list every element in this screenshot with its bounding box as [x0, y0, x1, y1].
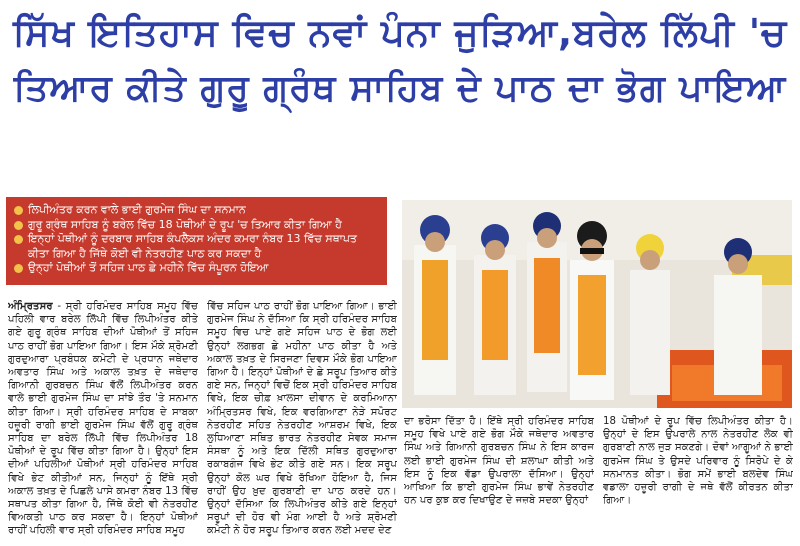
highlight-item [14, 232, 381, 261]
bullet-icon [14, 206, 23, 215]
dateline: ਅੰਮ੍ਰਿਤਸਰ [8, 301, 53, 312]
article-column-2 [207, 300, 397, 540]
headline [0, 0, 800, 178]
highlights-box [6, 197, 387, 285]
headline-line-1: ਸਿੱਖ ਇਤਿਹਾਸ ਵਿਚ ਨਵਾਂ ਪੰਨਾ ਜੁੜਿਆ,ਬਰੇਲ ਲਿੱਪੀ 'ਚ [13, 11, 787, 54]
bullet-icon [14, 221, 23, 230]
highlight-text: ਉਨ੍ਹਾਂ ਪੋਥੀਆਂ ਤੋਂ ਸਹਿਜ ਪਾਠ ਛੇ ਮਹੀਨੇ ਵਿੱਚ ਸੰਪੂਰਨ ਹੋਇਆ [28, 261, 269, 274]
article-text: 18 ਪੋਥੀਆਂ ਦੇ ਰੂਪ ਵਿੱਚ ਲਿਪੀਅੰਤਰ ਕੀਤਾ ਹੈ। ਉਨ੍ਹਾਂ ਦੇ ਇਸ ਉਪਰਾਲੇ ਨਾਲ ਨੇਤਰਹੀਣ ਲੋਕ ਵੀ ਗੁਰਬਾਣੀ ਨਾਲ ਜੁੜ ਸਕਣਗੇ। ਦੋਵਾਂ ਆਗੂਆਂ ਨੇ ਭਾਈ ਗੁਰਮੇਜ ਸਿੰਘ ਤੇ ਉਸਦੇ ਪਰਿਵਾਰ ਨੂੰ ਸਿਰੋਪੇ ਦੇ ਕੇ ਸਨਮਾਨਤ ਕੀਤਾ। ਭੋਗ ਸਮੇਂ ਭਾਈ ਬਲਦੇਵ ਸਿੰਘ ਵਡਾਲਾ ਹਜ਼ੂਰੀ ਰਾਗੀ ਦੇ ਜਥੇ ਵੱਲੋਂ ਕੀਰਤਨ ਕੀਤਾ ਗਿਆ। [603, 416, 793, 507]
article-text: ਵਿੱਚ ਸਹਿਜ ਪਾਠ ਰਾਹੀਂ ਭੋਗ ਪਾਇਆ ਗਿਆ। ਭਾਈ ਗੁਰਮੇਜ ਸਿੰਘ ਨੇ ਦੱਸਿਆ ਕਿ ਸ੍ਰੀ ਹਰਿਮੰਦਰ ਸਾਹਿਬ ਸਮੂਹ ਵਿਚ ਪਾਏ ਗਏ ਸਹਿਜ ਪਾਠ ਦੇ ਭੋਗ ਲਈ ਉਨ੍ਹਾਂ ਲਗਭਗ ਛੇ ਮਹੀਨਾ ਪਾਠ ਕੀਤਾ ਹੈ ਅਤੇ ਅਕਾਲ ਤਖ਼ਤ ਦੇ ਸਿਰਜਣਾ ਦਿਵਸ ਮੌਕੇ ਭੋਗ ਪਾਇਆ ਗਿਆ ਹੈ। ਇਨ੍ਹਾਂ ਪੋਥੀਆਂ ਦੇ ਛੇ ਸਰੂਪ ਤਿਆਰ ਕੀਤੇ ਗਏ ਸਨ, ਜਿਨ੍ਹਾਂ ਵਿਚੋਂ ਇਕ ਸ੍ਰੀ ਹਰਿਮੰਦਰ ਸਾਹਿਬ ਵਿਖੇ, ਇਕ ਚੀਫ਼ ਖ਼ਾਲਸਾ ਦੀਵਾਨ ਦੇ ਕਰਮਿਆਨਾ ਅੰਮ੍ਰਿਤਸਰ ਵਿਖੇ, ਇਕ ਵਰਗਿਆਣਾ ਨੇੜੇ ਸਪੋਰਟ ਨੇਤਰਹੀਣ ਸਹਿਤ ਨੇਤਰਹੀਣ ਆਸ਼ਰਮ ਵਿਖੇ, ਇਕ ਲੁਧਿਆਣਾ ਸਥਿਤ ਭਾਰਤ ਨੇਤਰਹੀਣ ਸੇਵਕ ਸਮਾਜ ਸੰਸਥਾ ਨੂੰ ਅਤੇ ਇਕ ਦਿੱਲੀ ਸਥਿਤ ਗੁਰਦੁਆਰਾ ਰਕਾਬਗੰਜ ਵਿਖੇ ਭੇਟ ਕੀਤੇ ਗਏ ਸਨ। ਇਕ ਸਰੂਪ ਉਨ੍ਹਾਂ ਕੋਲ ਘਰ ਵਿਖੇ ਰੱਖਿਆ ਹੋਇਆ ਹੈ, ਜਿਸ ਰਾਹੀਂ ਉਹ ਖ਼ੁਦ ਗੁਰਬਾਣੀ ਦਾ ਪਾਠ ਕਰਦੇ ਹਨ। ਉਨ੍ਹਾਂ ਦੱਸਿਆ ਕਿ ਲਿਪੀਅੰਤਰ ਕੀਤੇ ਗਏ ਇਨ੍ਹਾਂ ਸਰੂਪਾਂ ਦੀ ਹੋਰ ਵੀ ਮੰਗ ਆਈ ਹੈ ਅਤੇ ਸ਼੍ਰੋਮਣੀ ਕਮੇਟੀ ਨੇ ਹੋਰ ਸਰੂਪ ਤਿਆਰ ਕਰਨ ਲਈ ਮਦਦ ਦੇਣ [207, 301, 397, 537]
highlight-item [14, 218, 381, 233]
highlight-text: ਗੁਰੂ ਗ੍ਰੰਥ ਸਾਹਿਬ ਨੂੰ ਬਰੇਲ ਵਿੱਚ 18 ਪੋਥੀਆਂ ਦੇ ਰੂਪ 'ਚ ਤਿਆਰ ਕੀਤਾ ਗਿਆ ਹੈ [28, 217, 342, 231]
article-text: ਦਾ ਭਰੋਸਾ ਦਿੱਤਾ ਹੈ। ਇੱਥੇ ਸ੍ਰੀ ਹਰਿਮੰਦਰ ਸਾਹਿਬ ਸਮੂਹ ਵਿਖੇ ਪਾਏ ਗਏ ਭੋਗ ਮੌਕੇ ਜਥੇਦਾਰ ਅਵਤਾਰ ਸਿੰਘ ਅਤੇ ਗਿਆਨੀ ਗੁਰਬਚਨ ਸਿੰਘ ਨੇ ਇਸ ਕਾਰਜ ਲਈ ਭਾਈ ਗੁਰਮੇਜ ਸਿੰਘ ਦੀ ਸ਼ਲਾਘਾ ਕੀਤੀ ਅਤੇ ਇਸ ਨੂੰ ਇਕ ਵੱਡਾ ਉਪਰਾਲਾ ਦੱਸਿਆ। ਉਨ੍ਹਾਂ ਆਖਿਆ ਕਿ ਭਾਈ ਗੁਰਮੇਜ ਸਿੰਘ ਭਾਵੇਂ ਨੇਤਰਹੀਣ ਹਨ ਪਰ ਕੁਝ ਕਰ ਦਿਖਾਉਣ ਦੇ ਜਜ਼ਬੇ ਸਦਕਾ ਉਨ੍ਹਾਂ [404, 416, 594, 507]
article-text: - ਸ੍ਰੀ ਹਰਿਮੰਦਰ ਸਾਹਿਬ ਸਮੂਹ ਵਿੱਚ ਪਹਿਲੀ ਵਾਰ ਬਰੇਲ ਲਿੱਪੀ ਵਿੱਚ ਲਿਪੀਅੰਤਰ ਕੀਤੇ ਗਏ ਗੁਰੂ ਗ੍ਰੰਥ ਸਾਹਿਬ ਦੀਆਂ ਪੋਥੀਆਂ ਤੋਂ ਸਹਿਜ ਪਾਠ ਰਾਹੀਂ ਭੋਗ ਪਾਇਆ ਗਿਆ। ਇਸ ਮੌਕੇ ਸ਼੍ਰੋਮਣੀ ਗੁਰਦੁਆਰਾ ਪ੍ਰਬੰਧਕ ਕਮੇਟੀ ਦੇ ਪ੍ਰਧਾਨ ਜਥੇਦਾਰ ਅਵਤਾਰ ਸਿੰਘ ਅਤੇ ਅਕਾਲ ਤਖ਼ਤ ਦੇ ਜਥੇਦਾਰ ਗਿਆਨੀ ਗੁਰਬਚਨ ਸਿੰਘ ਵੱਲੋਂ ਲਿਪੀਅੰਤਰ ਕਰਨ ਵਾਲੇ ਭਾਈ ਗੁਰਮੇਜ ਸਿੰਘ ਦਾ ਸਾਂਝੇ ਤੌਰ 'ਤੇ ਸਨਮਾਨ ਕੀਤਾ ਗਿਆ। ਸ੍ਰੀ ਹਰਿਮੰਦਰ ਸਾਹਿਬ ਦੇ ਸਾਬਕਾ ਹਜ਼ੂਰੀ ਰਾਗੀ ਭਾਈ ਗੁਰਮੇਜ ਸਿੰਘ ਵੱਲੋਂ ਗੁਰੂ ਗ੍ਰੰਥ ਸਾਹਿਬ ਦਾ ਬਰੇਲ ਲਿੱਪੀ ਵਿੱਚ ਲਿਪੀਅੰਤਰ 18 ਪੋਥੀਆਂ ਦੇ ਰੂਪ ਵਿੱਚ ਕੀਤਾ ਗਿਆ ਹੈ। ਉਨ੍ਹਾਂ ਇਸ ਦੀਆਂ ਪਹਿਲੀਆਂ ਪੋਥੀਆਂ ਸ੍ਰੀ ਹਰਿਮੰਦਰ ਸਾਹਿਬ ਵਿਖੇ ਭੇਟ ਕੀਤੀਆਂ ਸਨ, ਜਿਨ੍ਹਾਂ ਨੂੰ ਇੱਥੇ ਸ੍ਰੀ ਅਕਾਲ ਤਖ਼ਤ ਦੇ ਪਿਛਲੇ ਪਾਸੇ ਕਮਰਾ ਨੰਬਰ 13 ਵਿੱਚ ਸਥਾਪਤ ਕੀਤਾ ਗਿਆ ਹੈ, ਜਿੱਥੇ ਕੋਈ ਵੀ ਨੇਤਰਹੀਣ ਵਿਅਕਤੀ ਪਾਠ ਕਰ ਸਕਦਾ ਹੈ। ਇਨ੍ਹਾਂ ਪੋਥੀਆਂ ਰਾਹੀਂ ਪਹਿਲੀ ਵਾਰ ਸ੍ਰੀ ਹਰਿਮੰਦਰ ਸਾਹਿਬ ਸਮੂਹ [8, 301, 198, 537]
headline-line-2: ਤਿਆਰ ਕੀਤੇ ਗੁਰੂ ਗ੍ਰੰਥ ਸਾਹਿਬ ਦੇ ਪਾਠ ਦਾ ਭੋਗ ਪਾਇਆ [13, 68, 787, 109]
bullet-icon [14, 235, 23, 244]
highlight-item [14, 261, 381, 276]
article-column-4 [603, 415, 793, 540]
article-column-3 [404, 415, 594, 540]
highlight-item [14, 203, 381, 218]
news-photo [402, 200, 792, 408]
highlight-text: ਲਿਪੀਅੰਤਰ ਕਰਨ ਵਾਲੇ ਭਾਈ ਗੁਰਮੇਜ ਸਿੰਘ ਦਾ ਸਨਮਾਨ [28, 203, 246, 216]
article-column-1 [8, 300, 198, 540]
highlight-text: ਇਨ੍ਹਾਂ ਪੋਥੀਆਂ ਨੂੰ ਦਰਬਾਰ ਸਾਹਿਬ ਕੰਪਲੈਕਸ ਅੰਦਰ ਕਮਰਾ ਨੰਬਰ 13 ਵਿੱਚ ਸਥਾਪਤ ਕੀਤਾ ਗਿਆ ਹੈ ਜਿੱਥੇ ਕੋਈ ਵੀ ਨੇਤਰਹੀਣ ਪਾਠ ਕਰ ਸਕਦਾ ਹੈ [28, 232, 357, 260]
photo-illustration [402, 200, 792, 408]
bullet-icon [14, 264, 23, 273]
